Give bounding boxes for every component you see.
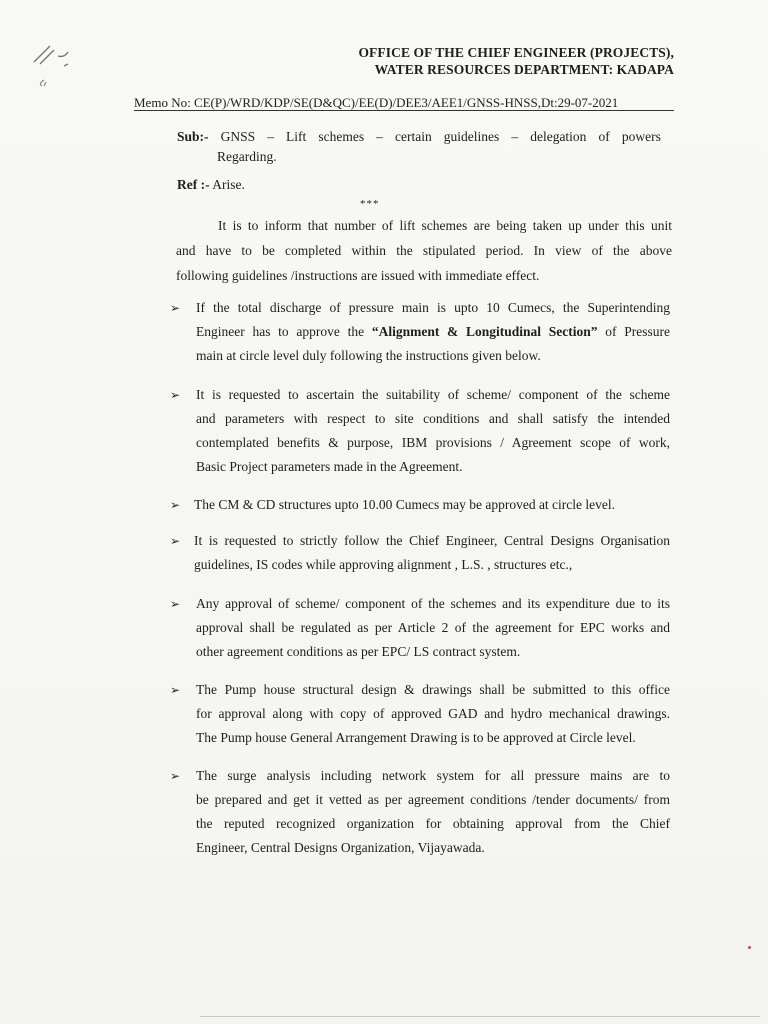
guideline-line: Any approval of scheme/ component of the schemes and its expenditure due to its	[196, 596, 670, 611]
subject-word: of	[598, 129, 610, 144]
arrow-bullet-icon: ➢	[170, 498, 181, 512]
guideline-line: for approval along with copy of approved GAD and hydro mechanical drawings.	[196, 706, 670, 721]
header-line-2: WATER RESOURCES DEPARTMENT: KADAPA	[374, 62, 674, 77]
guideline-text	[196, 296, 670, 368]
subject-label: Sub:-	[177, 129, 209, 144]
guideline-line: other agreement conditions as per EPC/ LS contract system.	[196, 644, 521, 659]
guideline-line: It is requested to strictly follow the Chief Engineer, Central Designs Organisation	[194, 533, 670, 548]
office-header	[358, 44, 674, 78]
guideline-text	[194, 529, 670, 577]
arrow-bullet-icon: ➢	[170, 683, 181, 697]
header-line-1: OFFICE OF THE CHIEF ENGINEER (PROJECTS),	[358, 45, 674, 60]
intro-line: following guidelines /instructions are issued with immediate effect.	[176, 268, 540, 283]
guideline-item	[170, 764, 670, 860]
memo-number: Memo No: CE(P)/WRD/KDP/SE(D&QC)/EE(D)/DEE3/AEE1/GNSS-HNSS,Dt:29-07-2021	[134, 95, 674, 111]
page-edge-line	[200, 1016, 760, 1017]
guideline-line: contemplated benefits & purpose, IBM provisions / Agreement scope of work,	[196, 435, 670, 450]
subject-word: guidelines	[443, 129, 500, 144]
guideline-line: Engineer, Central Designs Organization, Vijayawada.	[196, 840, 485, 855]
guideline-item	[170, 678, 670, 750]
guideline-line: The Pump house General Arrangement Drawing is to be approved at Circle level.	[196, 730, 636, 745]
subject-word: –	[267, 129, 274, 144]
guideline-line: main at circle level duly following the instructions given below.	[196, 348, 541, 363]
arrow-bullet-icon: ➢	[170, 301, 181, 315]
intro-paragraph	[176, 213, 672, 288]
subject-word: –	[511, 129, 519, 144]
arrow-bullet-icon: ➢	[170, 534, 181, 548]
subject-continuation: Regarding.	[217, 149, 277, 164]
guideline-line: the reputed recognized organization for obtaining approval from the Chief	[196, 816, 670, 831]
guideline-line: It is requested to ascertain the suitability of scheme/ component of the scheme	[196, 387, 670, 402]
subject-word: schemes	[318, 129, 365, 144]
ink-dot	[748, 946, 751, 949]
guideline-line: be prepared and get it vetted as per agreement conditions /tender documents/ from	[196, 792, 670, 807]
guideline-text	[194, 493, 670, 517]
guideline-line: and parameters with respect to site conditions and shall satisfy the intended	[196, 411, 670, 426]
guideline-line: The Pump house structural design & drawings shall be submitted to this office	[196, 682, 670, 697]
reference-text: Arise.	[212, 177, 245, 192]
guideline-line: If the total discharge of pressure main is upto 10 Cumecs, the Superintending	[196, 300, 670, 315]
subject-word: GNSS	[220, 129, 256, 144]
subject-word: Lift	[286, 129, 307, 144]
guideline-item	[170, 592, 670, 664]
arrow-bullet-icon: ➢	[170, 597, 181, 611]
guideline-item	[170, 383, 670, 479]
guideline-line: approval shall be regulated as per Article 2 of the agreement for EPC works and	[196, 620, 670, 635]
guideline-line: The CM & CD structures upto 10.00 Cumecs may be approved at circle level.	[194, 497, 616, 512]
guideline-line: guidelines, IS codes while approving alignment , L.S. , structures etc.,	[194, 557, 573, 572]
separator: ***	[360, 198, 380, 210]
arrow-bullet-icon: ➢	[170, 388, 181, 402]
guideline-text	[196, 764, 670, 860]
intro-line: and have to be completed within the stipulated period. In view of the above	[176, 243, 672, 258]
guideline-text	[196, 592, 670, 664]
guideline-line: Basic Project parameters made in the Agreement.	[196, 459, 463, 474]
guideline-item	[170, 493, 670, 517]
subject-block	[177, 127, 661, 167]
subject-word: delegation	[530, 129, 587, 144]
arrow-bullet-icon: ➢	[170, 769, 181, 783]
handwritten-mark	[28, 40, 98, 100]
subject-word: powers	[621, 129, 661, 144]
guideline-text	[196, 383, 670, 479]
intro-line: It is to inform that number of lift schemes are being taken up under this unit	[218, 218, 672, 233]
guideline-line: The surge analysis including network system for all pressure mains are to	[196, 768, 670, 783]
guideline-text	[196, 678, 670, 750]
guideline-item	[170, 529, 670, 577]
emphasis-text: “Alignment & Longitudinal Section”	[371, 324, 598, 339]
guideline-line: Engineer has to approve the “Alignment & Longitudinal Section” of Pressure	[196, 324, 670, 339]
subject-word: –	[376, 129, 383, 144]
subject-word: certain	[394, 129, 432, 144]
reference-block	[177, 177, 245, 193]
reference-label: Ref :-	[177, 177, 210, 192]
subject-line	[177, 127, 661, 147]
guideline-item	[170, 296, 670, 368]
